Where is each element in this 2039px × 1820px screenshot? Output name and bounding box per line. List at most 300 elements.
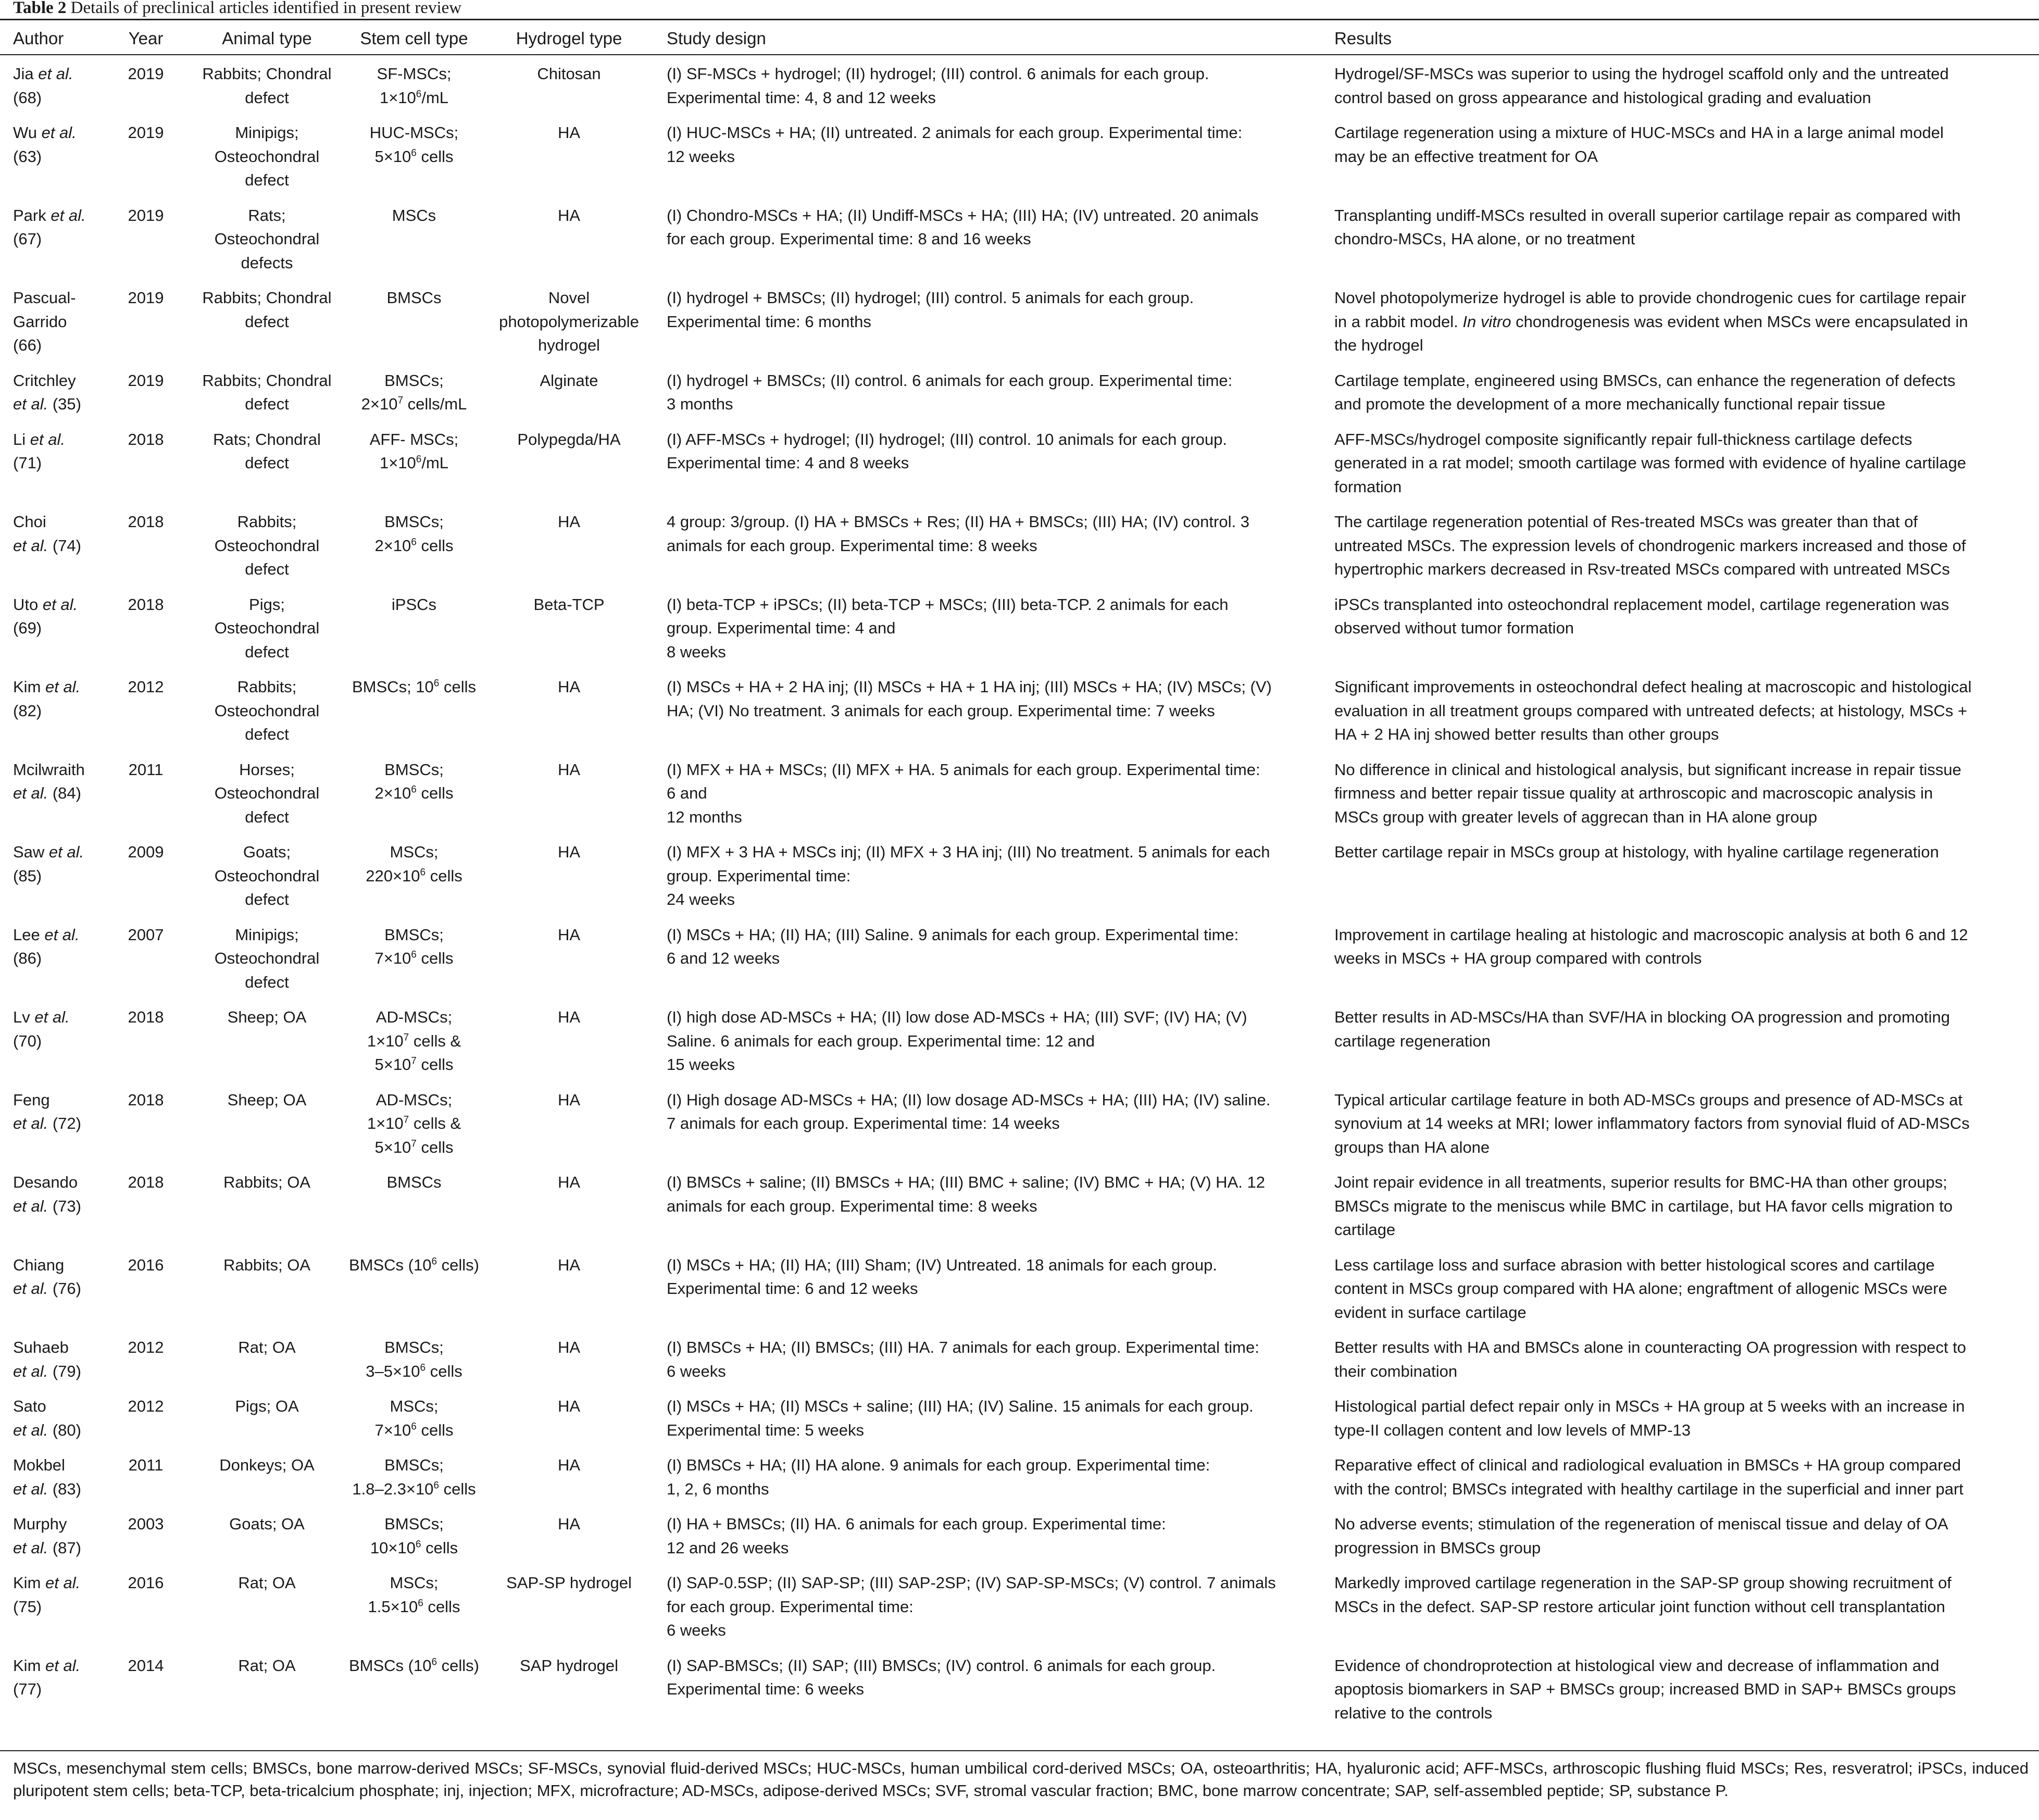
cell-line: BMSCs; <box>384 925 444 944</box>
cell-line: 2012 <box>128 678 164 696</box>
cell-line: 2011 <box>128 1456 164 1474</box>
results-cell <box>1334 286 2032 357</box>
cell-line: (I) AFF-MSCs + hydrogel; (II) hydrogel; (III) control. 10 animals for each group. <box>667 430 1227 448</box>
author-cell <box>13 1571 112 1618</box>
cell-line: Rats; <box>248 206 286 225</box>
cell-line: $1\times 10^7$ cells & <box>367 1114 461 1132</box>
cell-line: Sheep; OA <box>227 1008 307 1026</box>
table-row <box>0 675 2039 758</box>
year-cell <box>107 1453 185 1477</box>
cell-line: defect <box>245 312 289 331</box>
cell-line: 2009 <box>128 843 164 861</box>
hydrogel-type-cell <box>482 1088 656 1112</box>
cell-line: $1.5\times 10^6$ cells <box>368 1597 460 1616</box>
cell-line: Goats; <box>243 843 291 861</box>
animal-type-cell <box>187 121 346 192</box>
cell-line: (68) <box>13 88 42 107</box>
cell-line: $1\times 10^6/mL$ <box>379 454 449 472</box>
table-caption <box>13 0 461 18</box>
animal-type-cell <box>187 204 346 275</box>
cell-line: Kim et al. <box>13 1574 81 1592</box>
animal-type-cell <box>187 1336 346 1360</box>
cell-line: 2019 <box>128 371 164 390</box>
author-cell <box>13 593 112 640</box>
results-cell <box>1334 1088 2032 1160</box>
cell-line: Osteochondral <box>214 619 320 637</box>
cell-line: Osteochondral <box>214 536 320 555</box>
animal-type-cell <box>187 1571 346 1595</box>
cell-line: Osteochondral <box>214 866 320 885</box>
cell-line: $5\times 10^7$ cells <box>374 1138 454 1156</box>
author-cell <box>13 204 112 251</box>
stem-cell-type-cell <box>344 369 484 416</box>
cell-line: 2018 <box>128 1008 164 1026</box>
year-cell <box>107 121 185 145</box>
year-cell <box>107 923 185 947</box>
cell-line: $7\times 10^6$ cells <box>374 1420 454 1439</box>
cell-line: SAP hydrogel <box>520 1656 618 1675</box>
cell-line: 2003 <box>128 1515 164 1533</box>
cell-line: Saline. 6 animals for each group. Experimental time: 12 and <box>667 1031 1095 1050</box>
cell-line: Pigs; OA <box>235 1397 299 1415</box>
author-cell <box>13 62 112 109</box>
cell-line: HA <box>557 843 581 861</box>
cell-line: defect <box>245 807 289 826</box>
cell-line: Rabbits; Chondral <box>202 371 332 390</box>
hydrogel-type-cell <box>482 510 656 534</box>
cell-line: HA <box>557 678 581 696</box>
author-cell <box>13 1654 112 1701</box>
cell-line: HA <box>557 513 581 531</box>
cell-line: Minipigs; <box>235 123 299 142</box>
cell-line: Osteochondral <box>214 147 320 166</box>
cell-line: hypertrophic markers decreased in Rsv-treated MSCs compared with untreated MSCs <box>1334 560 1950 578</box>
hydrogel-type-cell <box>482 1336 656 1360</box>
year-cell <box>107 428 185 452</box>
stem-cell-type-cell <box>344 1170 484 1194</box>
hydrogel-type-cell <box>482 1453 656 1477</box>
cell-line: Experimental time: 4 and 8 weeks <box>667 454 909 472</box>
author-cell <box>13 840 112 888</box>
cell-line: Experimental time: 4, 8 and 12 weeks <box>667 88 936 107</box>
cell-line: 2007 <box>128 925 164 944</box>
hydrogel-type-cell <box>482 840 656 864</box>
cell-line: (I) BMSCs + saline; (II) BMSCs + HA; (III) BMC + saline; (IV) BMC + HA; (V) HA. 12 <box>667 1173 1265 1191</box>
cell-line: Rabbits; <box>237 513 297 531</box>
cell-line: (I) MSCs + HA; (II) HA; (III) Saline. 9 animals for each group. Experimental time: <box>667 925 1239 944</box>
cell-line: for each group. Experimental time: 8 and 16 weeks <box>667 230 1031 248</box>
year-cell <box>107 593 185 617</box>
animal-type-cell <box>187 758 346 829</box>
cell-line: Critchley <box>13 371 76 390</box>
study-design-cell <box>667 1394 1318 1442</box>
cell-line: BMSCs; <box>384 513 444 531</box>
author-cell <box>13 428 112 475</box>
table-footnote: MSCs, mesenchymal stem cells; BMSCs, bone marrow-derived MSCs; SF-MSCs, synovial fluid-derived MSCs; HUC-MSCs, human umbilical cord-derived MSCs; OA, osteoarthritis; HA, hyaluronic acid; AFF-MSCs, arthroscopic flushing fluid MSCs; Res, resveratrol; iPSCs, induced pluripotent stem cells; beta-TCP, beta-tricalcium phosphate; inj, injection; MFX, microfracture; AD-MSCs, adipose-derived MSCs; SVF, stromal vascular fraction; BMC, bone marrow concentrate; SAP, self-assembled peptide; SP, substance P. <box>13 1759 2029 1800</box>
study-design-cell <box>667 286 1318 333</box>
cell-line: photopolymerizable <box>499 312 639 331</box>
cell-line: control based on gross appearance and histological grading and evaluation <box>1334 88 1871 107</box>
cell-line: Better cartilage repair in MSCs group at histology, with hyaline cartilage regeneration <box>1334 843 1939 861</box>
cell-line: Sheep; OA <box>227 1090 307 1109</box>
cell-line: BMSCs; <box>384 1515 444 1533</box>
cell-line: et al. (79) <box>13 1362 81 1380</box>
cell-line: 24 weeks <box>667 890 735 908</box>
cell-line: Feng <box>13 1090 50 1109</box>
cell-line: Kim et al. <box>13 678 81 696</box>
author-cell <box>13 510 112 557</box>
cell-line: type-II collagen content and low levels of MMP-13 <box>1334 1420 1691 1439</box>
cell-line: Suhaeb <box>13 1338 69 1356</box>
cell-line: 2019 <box>128 123 164 142</box>
header-animal-type: Animal type <box>222 29 312 48</box>
cell-line: Osteochondral <box>214 949 320 967</box>
animal-type-cell <box>187 1005 346 1029</box>
results-cell <box>1334 675 2032 746</box>
cell-line: groups than HA alone <box>1334 1138 1490 1156</box>
author-cell <box>13 1512 112 1560</box>
cell-line: HA <box>557 1255 581 1274</box>
animal-type-cell <box>187 923 346 994</box>
table-row <box>0 1005 2039 1088</box>
cell-line: 2014 <box>128 1656 164 1675</box>
stem-cell-type-cell <box>344 121 484 168</box>
cell-line: HA <box>557 123 581 142</box>
cell-line: et al. (76) <box>13 1279 81 1298</box>
cell-line: and promote the development of a more mechanically functional repair tissue <box>1334 395 1886 413</box>
cell-line: 15 weeks <box>667 1055 735 1074</box>
cell-line: Experimental time: 5 weeks <box>667 1420 865 1439</box>
cell-line: Better results with HA and BMSCs alone in counteracting OA progression with respect to <box>1334 1338 1967 1356</box>
cell-line: 2018 <box>128 430 164 448</box>
results-cell <box>1334 1394 2032 1442</box>
cell-line: BMSCs <box>386 289 442 307</box>
cell-line: et al. (87) <box>13 1538 81 1557</box>
cell-line: Rats; Chondral <box>213 430 321 448</box>
cell-line: (I) MFX + 3 HA + MSCs inj; (II) MFX + 3 HA inj; (III) No treatment. 5 animals for each <box>667 843 1270 861</box>
cell-line: Novel <box>548 289 590 307</box>
results-cell <box>1334 840 2032 864</box>
cell-line: AD-MSCs; <box>376 1090 453 1109</box>
year-cell <box>107 1005 185 1029</box>
cell-line: Transplanting undiff-MSCs resulted in overall superior cartilage repair as compared with <box>1334 206 1961 225</box>
cell-line: 2018 <box>128 513 164 531</box>
cell-line: BMSCs <box>386 1173 442 1191</box>
cell-line: $3-5\times 10^6$ cells <box>366 1362 462 1380</box>
cell-line: iPSCs transplanted into osteochondral replacement model, cartilage regeneration was <box>1334 595 1949 614</box>
hydrogel-type-cell <box>482 428 656 452</box>
results-cell <box>1334 204 2032 251</box>
results-cell <box>1334 1512 2032 1560</box>
stem-cell-type-cell <box>344 1088 484 1160</box>
stem-cell-type-cell <box>344 593 484 617</box>
cell-line: Alginate <box>540 371 598 390</box>
cell-line: HUC-MSCs; <box>369 123 459 142</box>
cell-line: MSCs group with greater levels of aggrecan than in HA alone group <box>1334 807 1818 826</box>
cell-line: Experimental time: 6 and 12 weeks <box>667 1279 918 1298</box>
cell-line: Osteochondral <box>214 784 320 802</box>
study-design-cell <box>667 1654 1318 1701</box>
table-row <box>0 510 2039 593</box>
cell-line: (I) BMSCs + HA; (II) BMSCs; (III) HA. 7 animals for each group. Experimental time: <box>667 1338 1259 1356</box>
cell-line: defect <box>245 973 289 991</box>
cell-line: BMSCs; <box>384 1338 444 1356</box>
author-cell <box>13 1336 112 1383</box>
cell-line: Rat; OA <box>238 1656 296 1675</box>
cell-line: No adverse events; stimulation of the regeneration of meniscal tissue and delay of OA <box>1334 1515 1948 1533</box>
hydrogel-type-cell <box>482 369 656 393</box>
cell-line: 4 group: 3/group. (I) HA + BMSCs + Res; (II) HA + BMSCs; (III) HA; (IV) control. 3 <box>667 513 1249 531</box>
hydrogel-type-cell <box>482 593 656 617</box>
cell-line: HA <box>557 1173 581 1191</box>
cell-line: firmness and better repair tissue quality at arthroscopic and macroscopic analysis in <box>1334 784 1933 802</box>
cell-line: Reparative effect of clinical and radiological evaluation in BMSCs + HA group compared <box>1334 1456 1961 1474</box>
animal-type-cell <box>187 1453 346 1477</box>
author-cell <box>13 675 112 722</box>
cell-line: content in MSCs group compared with HA alone; engraftment of allogenic MSCs were <box>1334 1279 1947 1298</box>
table-header <box>0 19 2039 54</box>
table-row <box>0 1453 2039 1512</box>
cell-line: Evidence of chondroprotection at histological view and decrease of inflammation and <box>1334 1656 1940 1675</box>
stem-cell-type-cell <box>344 1005 484 1077</box>
cell-line: AD-MSCs; <box>376 1008 453 1026</box>
cell-line: et al. (84) <box>13 784 81 802</box>
cell-line: defect <box>245 642 289 661</box>
cell-line: defect <box>245 395 289 413</box>
cell-line: (75) <box>13 1597 42 1616</box>
cell-line: Joint repair evidence in all treatments, superior results for BMC-HA than other groups; <box>1334 1173 1947 1191</box>
year-cell <box>107 1571 185 1595</box>
cell-line: HA <box>557 206 581 225</box>
cell-line: (I) Chondro-MSCs + HA; (II) Undiff-MSCs + HA; (III) HA; (IV) untreated. 20 animals <box>667 206 1259 225</box>
results-cell <box>1334 1336 2032 1383</box>
cell-line: Uto et al. <box>13 595 78 614</box>
cell-line: 6 and 12 weeks <box>667 949 780 967</box>
cell-line: defect <box>245 88 289 107</box>
cell-line: Polypegda/HA <box>517 430 621 448</box>
cell-line: Minipigs; <box>235 925 299 944</box>
animal-type-cell <box>187 1654 346 1678</box>
stem-cell-type-cell <box>344 1654 484 1678</box>
cell-line: BMSCs migrate to the meniscus while BMC in cartilage, but HA favor cells migration to <box>1334 1196 1953 1215</box>
study-design-cell <box>667 428 1318 475</box>
cell-line: Novel photopolymerize hydrogel is able to provide chondrogenic cues for cartilage repair <box>1334 289 1967 307</box>
cell-line: BMSCs; <box>384 1456 444 1474</box>
cell-line: synovium at 14 weeks at MRI; lower inflammatory factors from synovial fluid of AD-MSCs <box>1334 1114 1970 1132</box>
table-row <box>0 62 2039 121</box>
cell-line: et al. (72) <box>13 1114 81 1132</box>
results-cell <box>1334 1005 2032 1053</box>
cell-line: 12 and 26 weeks <box>667 1538 789 1557</box>
header-results: Results <box>1334 29 1392 48</box>
cell-line: HA <box>557 760 581 779</box>
year-cell <box>107 1654 185 1678</box>
cell-line: 2018 <box>128 1173 164 1191</box>
table-row <box>0 593 2039 676</box>
table-row <box>0 840 2039 923</box>
cell-line: The cartilage regeneration potential of Res-treated MSCs was greater than that of <box>1334 513 1918 531</box>
cell-line: $1\times 10^7$ cells & <box>367 1031 461 1050</box>
cell-line: Osteochondral <box>214 701 320 720</box>
year-cell <box>107 675 185 699</box>
cell-line: AFF- MSCs; <box>369 430 459 448</box>
cell-line: Beta-TCP <box>533 595 605 614</box>
cell-line: progression in BMSCs group <box>1334 1538 1541 1557</box>
year-cell <box>107 840 185 864</box>
animal-type-cell <box>187 840 346 912</box>
cell-line: BMSCs; <box>384 760 444 779</box>
cell-line: MSCs in the defect. SAP-SP restore articular joint function without cell transplantation <box>1334 1597 1945 1616</box>
cell-line: Saw et al. <box>13 843 84 861</box>
cell-line: $2\times 10^6$ cells <box>374 536 454 555</box>
animal-type-cell <box>187 369 346 416</box>
cell-line: Desando <box>13 1173 78 1191</box>
year-cell <box>107 758 185 782</box>
stem-cell-type-cell <box>344 923 484 970</box>
cell-line: Osteochondral <box>214 230 320 248</box>
stem-cell-type-cell <box>344 1453 484 1501</box>
cell-line: Cartilage template, engineered using BMSCs, can enhance the regeneration of defects <box>1334 371 1956 390</box>
cell-line: $2\times 10^6$ cells <box>374 784 454 802</box>
cell-line: their combination <box>1334 1362 1458 1380</box>
stem-cell-type-cell <box>344 204 484 228</box>
cell-line: No difference in clinical and histological analysis, but significant increase in repair tissue <box>1334 760 1961 779</box>
author-cell <box>13 1088 112 1136</box>
hydrogel-type-cell <box>482 923 656 947</box>
cell-line: defect <box>245 890 289 908</box>
results-cell <box>1334 593 2032 640</box>
study-design-cell <box>667 1512 1318 1560</box>
results-cell <box>1334 62 2032 109</box>
header-year: Year <box>128 29 164 48</box>
cell-line: may be an effective treatment for OA <box>1334 147 1598 166</box>
stem-cell-type-cell <box>344 758 484 805</box>
table-row <box>0 121 2039 204</box>
cell-line: HA <box>557 1338 581 1356</box>
results-cell <box>1334 1170 2032 1242</box>
animal-type-cell <box>187 1088 346 1112</box>
author-cell <box>13 286 112 357</box>
study-design-cell <box>667 1253 1318 1301</box>
cell-line: 2016 <box>128 1255 164 1274</box>
cell-line: BMSCs ($10^6$ cells) <box>348 1656 479 1675</box>
study-design-cell <box>667 840 1318 912</box>
hydrogel-type-cell <box>482 758 656 782</box>
cell-line: formation <box>1334 477 1402 496</box>
cell-line: et al. (35) <box>13 395 81 413</box>
cell-line: (82) <box>13 701 42 720</box>
cell-line: BMSCs; $10^6$ cells <box>352 678 476 696</box>
cell-line: Pigs; <box>249 595 285 614</box>
cell-line: Goats; OA <box>229 1515 305 1533</box>
cell-line: the hydrogel <box>1334 336 1423 354</box>
cell-line: (I) high dose AD-MSCs + HA; (II) low dose AD-MSCs + HA; (III) SVF; (IV) HA; (V) <box>667 1008 1247 1026</box>
cell-line: Typical articular cartilage feature in both AD-MSCs groups and presence of AD-MSCs at <box>1334 1090 1963 1109</box>
cell-line: HA <box>557 1456 581 1474</box>
hydrogel-type-cell <box>482 1512 656 1536</box>
cell-line: Better results in AD-MSCs/HA than SVF/HA in blocking OA progression and promoting <box>1334 1008 1950 1026</box>
cell-line: $7\times 10^6$ cells <box>374 949 454 967</box>
cell-line: Rabbits; OA <box>223 1173 311 1191</box>
cell-line: (86) <box>13 949 42 967</box>
hydrogel-type-cell <box>482 675 656 699</box>
cell-line: Mcilwraith <box>13 760 85 779</box>
year-cell <box>107 204 185 228</box>
cell-line: Li et al. <box>13 430 65 448</box>
cell-line: 7 animals for each group. Experimental time: 14 weeks <box>667 1114 1060 1132</box>
study-design-cell <box>667 923 1318 970</box>
cell-line: 2019 <box>128 289 164 307</box>
study-design-cell <box>667 121 1318 168</box>
table-row <box>0 1253 2039 1336</box>
study-design-cell <box>667 675 1318 722</box>
animal-type-cell <box>187 510 346 581</box>
study-design-cell <box>667 1453 1318 1501</box>
study-design-cell <box>667 1336 1318 1383</box>
hydrogel-type-cell <box>482 204 656 228</box>
cell-line: evident in surface cartilage <box>1334 1303 1527 1322</box>
header-rule <box>0 54 2039 55</box>
cell-line: (67) <box>13 230 42 248</box>
cell-line: (70) <box>13 1031 42 1050</box>
animal-type-cell <box>187 428 346 475</box>
cell-line: defect <box>245 725 289 743</box>
cell-line: 2016 <box>128 1574 164 1592</box>
cell-line: 2012 <box>128 1397 164 1415</box>
year-cell <box>107 62 185 86</box>
year-cell <box>107 1394 185 1418</box>
cell-line: (I) SAP-0.5SP; (II) SAP-SP; (III) SAP-2SP; (IV) SAP-SP-MSCs; (V) control. 7 animals <box>667 1574 1276 1592</box>
cell-line: et al. (74) <box>13 536 81 555</box>
cell-line: (I) HA + BMSCs; (II) HA. 6 animals for each group. Experimental time: <box>667 1515 1166 1533</box>
animal-type-cell <box>187 1394 346 1418</box>
cell-line: Park et al. <box>13 206 86 225</box>
cell-line: cartilage <box>1334 1220 1396 1239</box>
cell-line: Lv et al. <box>13 1008 70 1026</box>
cell-line: generated in a rat model; smooth cartilage was formed with evidence of hyaline cartilage <box>1334 454 1967 472</box>
cell-line: Wu et al. <box>13 123 77 142</box>
stem-cell-type-cell <box>344 1253 484 1277</box>
cell-line: (I) SAP-BMSCs; (II) SAP; (III) BMSCs; (IV) control. 6 animals for each group. <box>667 1656 1216 1675</box>
cell-line: HA <box>557 925 581 944</box>
author-cell <box>13 1005 112 1053</box>
year-cell <box>107 510 185 534</box>
cell-line: HA + 2 HA inj showed better results than other groups <box>1334 725 1719 743</box>
cell-line: $5\times 10^6$ cells <box>374 147 454 166</box>
cell-line: (I) beta-TCP + iPSCs; (II) beta-TCP + MSCs; (III) beta-TCP. 2 animals for each <box>667 595 1229 614</box>
cell-line: Rabbits; <box>237 678 297 696</box>
hydrogel-type-cell <box>482 1005 656 1029</box>
hydrogel-type-cell <box>482 62 656 86</box>
cell-line: (I) High dosage AD-MSCs + HA; (II) low dosage AD-MSCs + HA; (III) HA; (IV) saline. <box>667 1090 1271 1109</box>
cell-line: animals for each group. Experimental time: 8 weeks <box>667 1196 1037 1215</box>
cell-line: HA <box>557 1397 581 1415</box>
results-cell <box>1334 1654 2032 1725</box>
author-cell <box>13 1394 112 1442</box>
cell-line: Less cartilage loss and surface abrasion with better histological scores and cartilage <box>1334 1255 1935 1274</box>
animal-type-cell <box>187 675 346 746</box>
cell-line: 6 and <box>667 784 707 802</box>
study-design-cell <box>667 369 1318 416</box>
cell-line: HA <box>557 1515 581 1533</box>
results-cell <box>1334 510 2032 581</box>
cell-line: SF-MSCs; <box>377 65 452 83</box>
cell-line: 12 months <box>667 807 742 826</box>
cell-line: (77) <box>13 1680 42 1698</box>
cell-line: defect <box>245 171 289 189</box>
cell-line: Significant improvements in osteochondral defect healing at macroscopic and histological <box>1334 678 1972 696</box>
cell-line: relative to the controls <box>1334 1703 1493 1722</box>
